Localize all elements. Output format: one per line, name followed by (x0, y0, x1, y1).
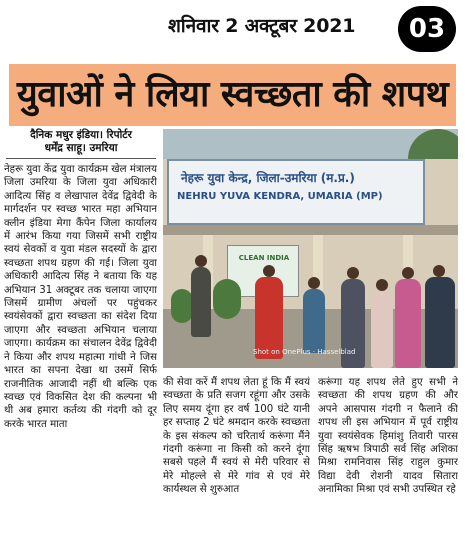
issue-date: शनिवार 2 अक्टूबर 2021 (168, 15, 356, 37)
person-head (308, 277, 320, 289)
office-signboard (167, 159, 425, 225)
person-head (263, 265, 275, 277)
headline: युवाओं ने लिया स्वच्छता की शपथ (16, 74, 449, 115)
person-figure (303, 289, 325, 353)
page-header (0, 0, 465, 58)
news-photo (163, 129, 458, 368)
person-figure (191, 267, 211, 337)
person-figure (395, 279, 421, 368)
person-figure (425, 277, 455, 368)
byline (6, 129, 156, 155)
person-head (402, 267, 414, 279)
person-head (195, 255, 207, 267)
article-column-1: नेहरू युवा केंद्र युवा कार्यक्रम खेल मंत्रालय जिला उमरिया के जिला युवा अधिकारी आदित्य सिंह व लेखापाल देवेंद्र द्विवेदी के मार्गदर्शन पर स्वच्छ भारत महा अभियान क्लीन इंडिया मेगा कैंपेन जिला कार्यालय में आरंभ किया गया जिसमें सभी राष्ट्रीय स्वयं सेवकों व युवा मंडल सदस्यों के द्वारा स्वच्छता शपथ ग्रहण की गई। जिला युवा अधिकारी आदित्य सिंह ने बताया कि यह अभियान 31 अक्टूबर तक चलाया जाएगा जिसमें ग्रामीण अंचलों पर पहुंचकर स्वयंसेवकों द्वारा स्वच्छता का संदेश दिया जाएगा और स्वच्छता अभियान चलाया जाएगा। कार्यक्रम का संचालन देवेंद्र द्विवेदी ने किया और शपथ महात्मा गांधी ने जिस भारत का सपना देखा था उसमें सिर्फ राजनीतिक आजादी नहीं थी बल्कि एक स्वच्छ एवं विकसित देश की कल्पना भी थी अब हमारा कर्तव्य की गंदगी को दूर करके भारत माता (4, 164, 157, 430)
byline-source: दैनिक मधुर इंडिया। रिपोर्टर (30, 129, 132, 141)
potted-plant (171, 289, 193, 323)
person-figure (255, 277, 283, 359)
building-ledge (163, 225, 458, 235)
poster-text: CLEAN INDIA (238, 254, 290, 262)
signboard-english-text: NEHRU YUVA KENDRA, UMARIA (MP) (177, 191, 383, 202)
headline-banner (9, 64, 456, 126)
byline-divider (6, 158, 156, 159)
person-head (347, 267, 359, 279)
page-number-badge: 03 (398, 6, 456, 52)
person-head (376, 279, 388, 291)
camera-watermark: Shot on OnePlus · Hasselblad (253, 348, 356, 356)
person-head (433, 265, 445, 277)
article-column-2: की सेवा करें मैं शपथ लेता हूं कि मैं स्वयं स्वच्छता के प्रति सजग रहूंगा और उसके लिए समय दूंगा हर वर्ष 100 घंटे यानी हर सप्ताह 2 घंटे श्रमदान करके स्वच्छता के इस संकल्प को चरितार्थ करूंगा मैंने गंदगी करूंगा ना किसी को करने दूंगा सबसे पहले मैं स्वयं से मेरी परिवार से मेरे मोहल्ले से मेरे गांव से एवं मेरे कार्यस्थल से शुरुआत (163, 377, 310, 496)
byline-reporter: धर्मेंद्र साहू। उमरिया (44, 142, 118, 154)
signboard-hindi-text: नेहरू युवा केन्द्र, जिला-उमरिया (म.प्र.) (181, 171, 355, 185)
person-figure (371, 291, 393, 368)
article-column-3: करूंगा यह शपथ लेते हुए सभी ने स्वच्छता की शपथ ग्रहण की और अपने आसपास गंदगी न फैलाने की शपथ ली इस अभियान में पूर्व राष्ट्रीय युवा स्वयंसेवक हिमांशु तिवारी पारस सिंह ऋषभ त्रिपाठी सर्व सिंह अशिका मिश्रा रामनिवास सिंह राहुल कुमार विद्या देवी रोशनी यादव सितारा अनामिका मिश्रा एवं सभी उपस्थित रहे (318, 377, 458, 496)
potted-plant (213, 279, 241, 319)
